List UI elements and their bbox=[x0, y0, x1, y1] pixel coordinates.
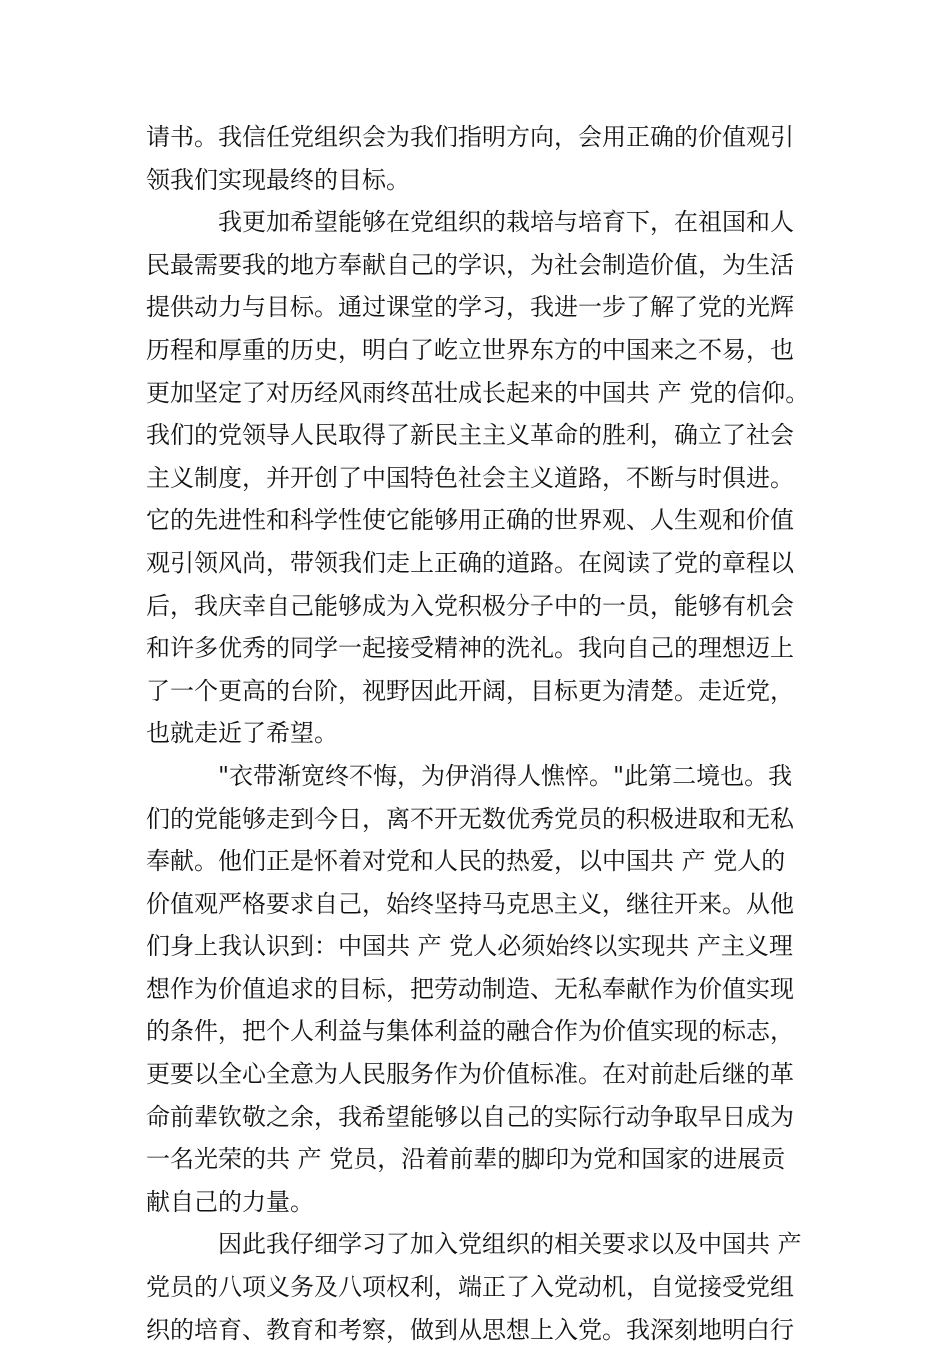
text-line: 观引领风尚，带领我们走上正确的道路。在阅读了党的章程以 bbox=[146, 548, 794, 577]
text-line: 领我们实现最终的目标。 bbox=[146, 165, 410, 194]
text-line: 们的党能够走到今日，离不开无数优秀党员的积极进取和无私 bbox=[146, 804, 794, 833]
text-line: 后，我庆幸自己能够成为入党积极分子中的一员，能够有机会 bbox=[146, 591, 794, 620]
paragraph-start-line: 因此我仔细学习了加入党组织的相关要求以及中国共 产 bbox=[218, 1230, 802, 1259]
text-line: 织的培育、教育和考察，做到从思想上入党。我深刻地明白行 bbox=[146, 1315, 794, 1344]
body-text bbox=[146, 116, 810, 1351]
text-line: 主义制度，并开创了中国特色社会主义道路，不断与时俱进。 bbox=[146, 463, 794, 492]
paragraph-start-line: 我更加希望能够在党组织的栽培与培育下，在祖国和人 bbox=[218, 208, 794, 237]
text-line: 民最需要我的地方奉献自己的学识，为社会制造价值，为生活 bbox=[146, 250, 794, 279]
text-line: 一名光荣的共 产 党员，沿着前辈的脚印为党和国家的进展贡 bbox=[146, 1145, 786, 1174]
text-line: 们身上我认识到：中国共 产 党人必须始终以实现共 产主义理 bbox=[146, 932, 793, 961]
text-line: 历程和厚重的历史，明白了屹立世界东方的中国来之不易，也 bbox=[146, 335, 794, 364]
text-line: 的条件，把个人利益与集体利益的融合作为价值实现的标志， bbox=[146, 1017, 794, 1046]
text-line: 更加坚定了对历经风雨终茁壮成长起来的中国共 产 党的信仰。 bbox=[146, 378, 810, 407]
text-line: 党员的八项义务及八项权利，端正了入党动机，自觉接受党组 bbox=[146, 1273, 794, 1302]
text-line: 我们的党领导人民取得了新民主主义革命的胜利，确立了社会 bbox=[146, 421, 794, 450]
text-line: 也就走近了希望。 bbox=[146, 719, 338, 748]
text-line: 和许多优秀的同学一起接受精神的洗礼。我向自己的理想迈上 bbox=[146, 634, 794, 663]
text-line: 了一个更高的台阶，视野因此开阔，目标更为清楚。走近党， bbox=[146, 676, 794, 705]
text-line: 命前辈钦敬之余，我希望能够以自己的实际行动争取早日成为 bbox=[146, 1102, 794, 1131]
text-line: 它的先进性和科学性使它能够用正确的世界观、人生观和价值 bbox=[146, 506, 794, 535]
text-line: 奉献。他们正是怀着对党和人民的热爱，以中国共 产 党人的 bbox=[146, 847, 786, 876]
text-line: 请书。我信任党组织会为我们指明方向，会用正确的价值观引 bbox=[146, 123, 794, 151]
text-line: 价值观严格要求自己，始终坚持马克思主义，继往开来。从他 bbox=[146, 889, 794, 918]
text-line: 更要以全心全意为人民服务作为价值标准。在对前赴后继的革 bbox=[146, 1060, 794, 1089]
paragraph-start-line: "衣带渐宽终不悔，为伊消得人憔悴。"此第二境也。我 bbox=[218, 761, 793, 790]
text-line: 提供动力与目标。通过课堂的学习，我进一步了解了党的光辉 bbox=[146, 293, 794, 322]
text-line: 想作为价值追求的目标，把劳动制造、无私奉献作为价值实现 bbox=[146, 974, 794, 1003]
text-line: 献自己的力量。 bbox=[146, 1187, 314, 1216]
